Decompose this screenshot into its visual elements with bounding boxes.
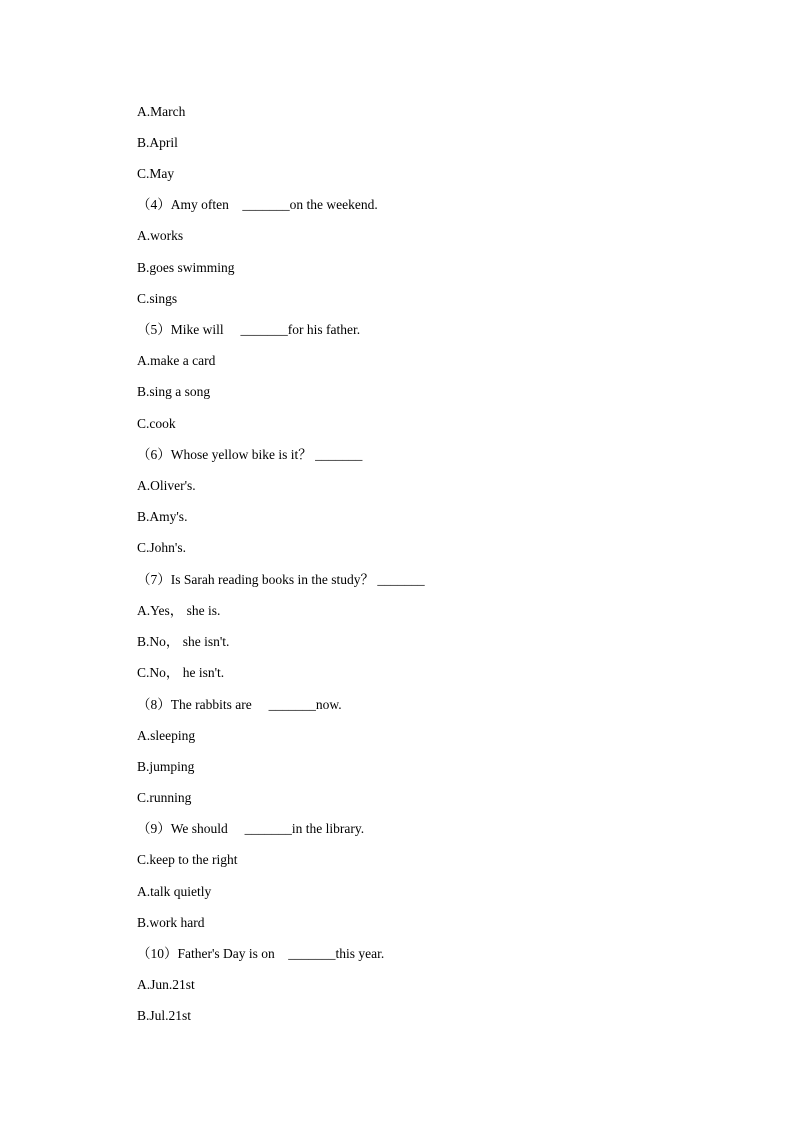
question-line: （7）Is Sarah reading books in the study？ _______ [137, 572, 425, 587]
option-line: B.goes swimming [137, 260, 235, 275]
option-line: A.works [137, 228, 184, 243]
option-line: A.Oliver's. [137, 478, 196, 493]
option-line: A.Jun.21st [137, 977, 195, 992]
option-line: A.March [137, 104, 186, 119]
option-line: C.sings [137, 291, 178, 306]
option-line: A.Yes， she is. [137, 603, 221, 618]
option-line: C.keep to the right [137, 852, 238, 867]
option-line: B.work hard [137, 915, 205, 930]
option-line: A.sleeping [137, 728, 196, 743]
option-line: C.cook [137, 416, 176, 431]
option-line: C.No， he isn't. [137, 665, 225, 680]
question-line: （10）Father's Day is on _______this year. [137, 946, 385, 961]
option-line: C.May [137, 166, 175, 181]
option-line: B.jumping [137, 759, 195, 774]
option-line: C.John's. [137, 540, 186, 555]
option-line: B.No， she isn't. [137, 634, 230, 649]
question-line: （5）Mike will _______for his father. [137, 322, 361, 337]
question-line: （6）Whose yellow bike is it？ _______ [137, 447, 363, 462]
option-line: A.make a card [137, 353, 216, 368]
option-line: B.April [137, 135, 178, 150]
option-line: A.talk quietly [137, 884, 212, 899]
question-line: （4）Amy often _______on the weekend. [137, 197, 378, 212]
option-line: B.Jul.21st [137, 1008, 192, 1023]
question-line: （8）The rabbits are _______now. [137, 697, 342, 712]
option-line: B.Amy's. [137, 509, 188, 524]
option-line: C.running [137, 790, 192, 805]
question-line: （9）We should _______in the library. [137, 821, 365, 836]
option-line: B.sing a song [137, 384, 211, 399]
